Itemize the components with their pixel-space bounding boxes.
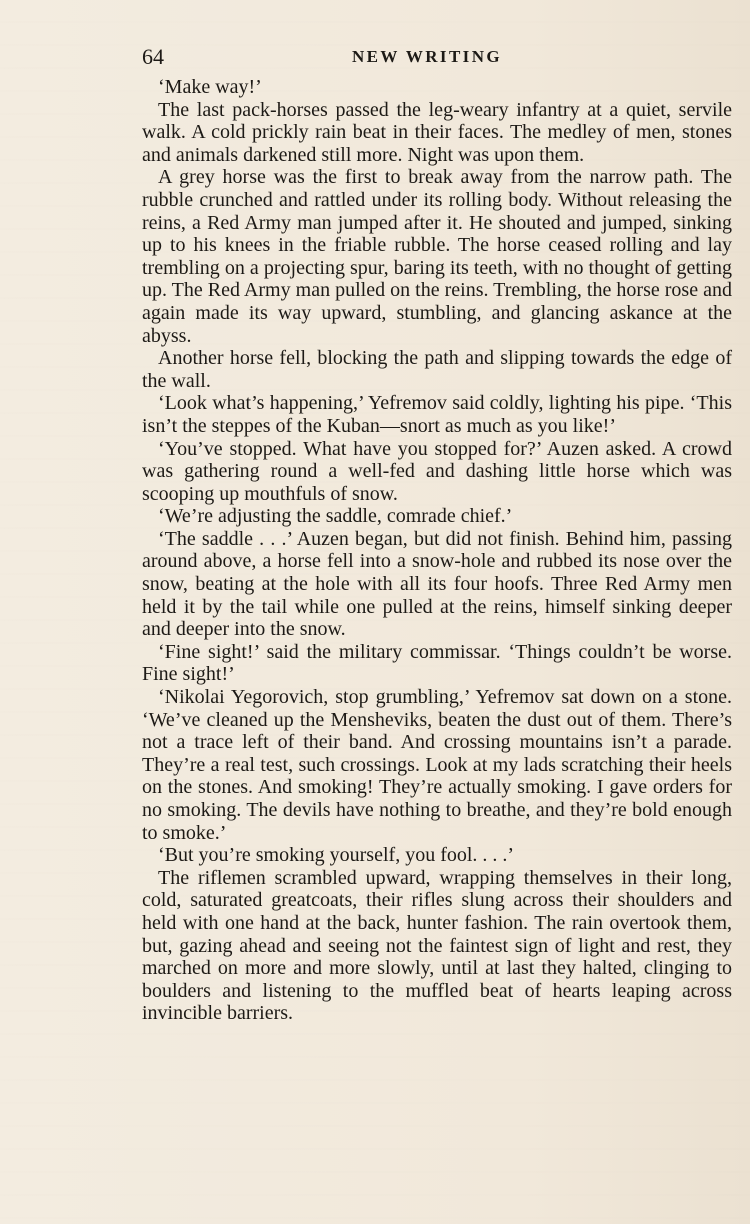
paragraph-5: ‘Look what’s happening,’ Yefremov said coldly, lighting his pipe. ‘This isn’t the steppes of the Kuban—snort as much as you like!’ [142, 392, 732, 437]
page-header [142, 44, 732, 74]
paragraph-10: ‘Nikolai Yegorovich, stop grumbling,’ Yefremov sat down on a stone. ‘We’ve cleaned up the Mensheviks, beaten the dust out of them. There’s not a trace left of their band. And crossing mountains isn’t a parade. They’re a real test, such crossings. Look at my lads scratching their heels on the stones. And smoking! They’re actually smoking. I gave orders for no smoking. The devils have nothing to breathe, and they’re bold enough to smoke.’ [142, 686, 732, 844]
paragraph-4: Another horse fell, blocking the path and slipping towards the edge of the wall. [142, 347, 732, 392]
paragraph-12: The riflemen scrambled upward, wrapping themselves in their long, cold, saturated greatcoats, their rifles slung across their shoulders and held with one hand at the back, hunter fashion. The rain overtook them, but, gazing ahead and seeing not the faintest sign of light and rest, they marched on more and more slowly, until at last they halted, clinging to boulders and listening to the muffled beat of hearts leaping across invincible barriers. [142, 866, 732, 1025]
paragraph-2: The last pack-horses passed the leg-weary infantry at a quiet, servile walk. A cold prickly rain beat in their faces. The medley of men, stones and animals darkened still more. Night was upon them. [142, 98, 732, 166]
page-number: 64 [142, 44, 164, 69]
paragraph-1: ‘Make way!’ [158, 76, 262, 98]
paragraph-7: ‘We’re adjusting the saddle, comrade chief.’ [158, 505, 513, 528]
paragraph-3: A grey horse was the first to break away from the narrow path. The rubble crunched and rattled under its rolling body. Without releasing the reins, a Red Army man jumped after it. He shouted and jumped, sinking up to his knees in the friable rubble. The horse ceased rolling and lay trembling on a projecting spur, baring its teeth, with no thought of getting up. The Red Army man pulled on the reins. Trembling, the horse rose and again made its way upward, stumbling, and glancing askance at the abyss. [142, 166, 732, 347]
body-text [142, 76, 732, 1025]
paragraph-9: ‘Fine sight!’ said the military commissar. ‘Things couldn’t be worse. Fine sight!’ [142, 640, 732, 686]
paragraph-11: ‘But you’re smoking yourself, you fool. . . .’ [158, 844, 515, 867]
running-title: NEW WRITING [352, 47, 502, 66]
paragraph-8: ‘The saddle . . .’ Auzen began, but did not finish. Behind him, passing around above, a horse fell into a snow-hole and rubbed its nose over the snow, beating at the hole with all its four hoofs. Three Red Army men held it by the tail while one pulled at the reins, himself sinking deeper and deeper into the snow. [142, 527, 732, 641]
paragraph-6: ‘You’ve stopped. What have you stopped for?’ Auzen asked. A crowd was gathering round a well-fed and dashing little horse which was scooping up mouthfuls of snow. [142, 437, 732, 505]
